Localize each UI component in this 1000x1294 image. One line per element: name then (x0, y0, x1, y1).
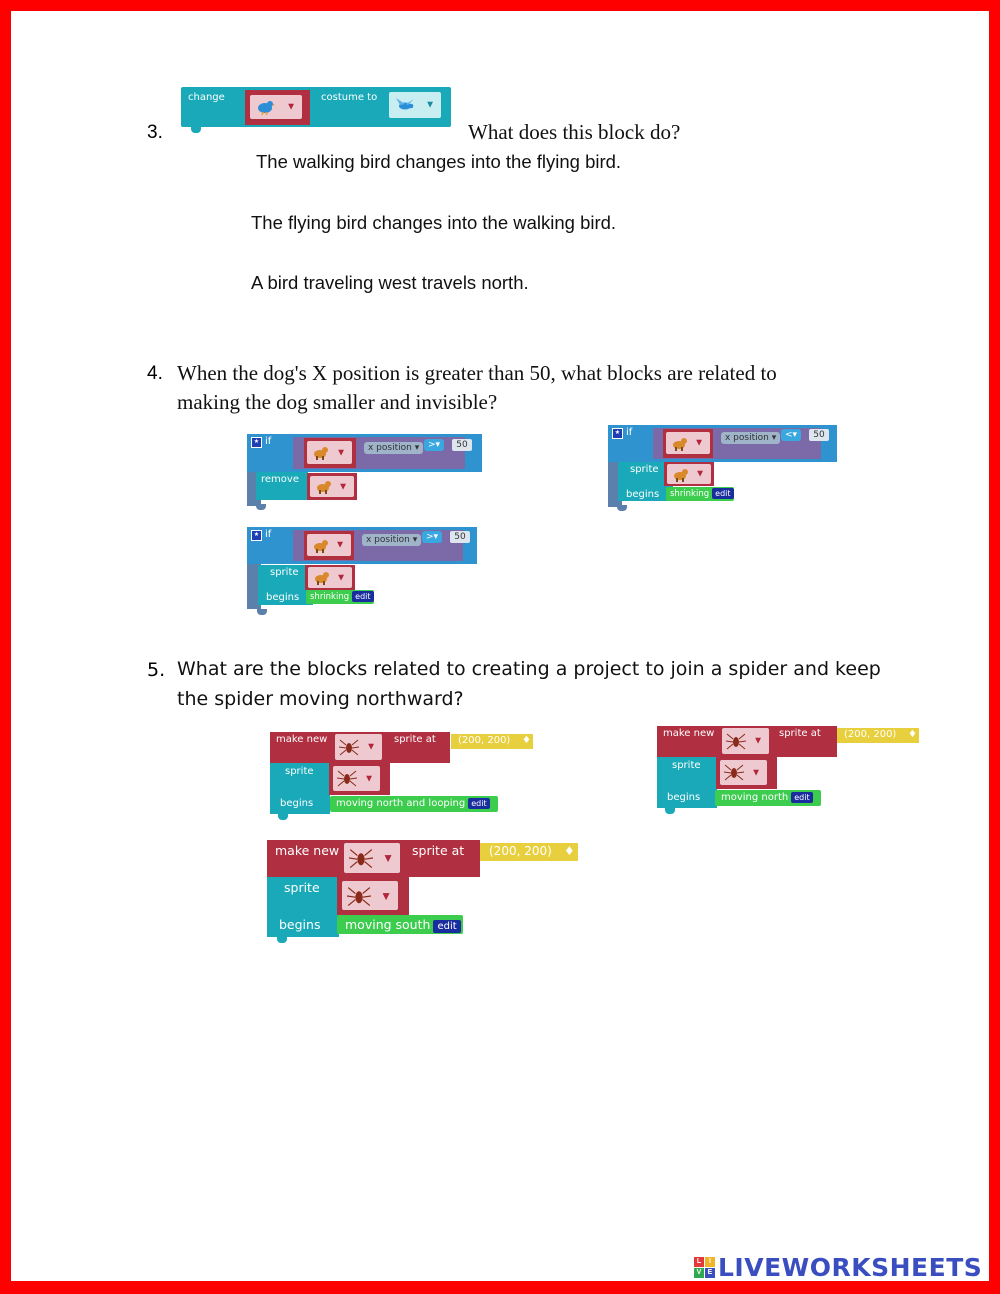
coords-label: (200, 200) (489, 844, 552, 858)
dog-dropdown[interactable]: ▼ (310, 476, 354, 497)
location-block[interactable] (837, 728, 919, 743)
number-input[interactable]: 50 (452, 439, 472, 451)
pin-icon: ♦ (522, 735, 531, 746)
q4-question-line1: When the dog's X position is greater than 50, what blocks are related to (177, 361, 777, 385)
spider-icon (726, 731, 746, 751)
spider-dropdown[interactable]: ▼ (342, 881, 398, 910)
coords-label: (200, 200) (844, 729, 897, 740)
q3-option-2[interactable]: The flying bird changes into the walking bird. (251, 212, 617, 233)
spider-dropdown[interactable]: ▼ (335, 734, 382, 760)
edit-button[interactable]: edit (433, 920, 460, 933)
edit-button[interactable]: edit (712, 488, 733, 499)
q3-option-3[interactable]: A bird traveling west travels north. (251, 272, 529, 293)
walking-bird-icon (255, 99, 275, 115)
behavior-block[interactable] (330, 796, 498, 812)
behavior-label: moving north and looping (336, 798, 466, 809)
number-input[interactable]: 50 (809, 429, 829, 441)
block-notch (277, 937, 287, 943)
spider-slot (337, 877, 409, 915)
q5-question-line1: What are the blocks related to creating a project to join a spider and keep (177, 658, 881, 680)
q4-block-shrinking-less[interactable] (608, 425, 840, 511)
sprite-label: sprite (284, 880, 320, 895)
dog-dropdown[interactable]: ▼ (307, 534, 351, 556)
dog-dropdown[interactable]: ▼ (308, 567, 352, 588)
costume-to-label: costume to (321, 92, 378, 103)
q3-question: What does this block do? (468, 120, 681, 144)
dog-icon (314, 479, 332, 494)
edit-button[interactable]: edit (791, 792, 812, 803)
dog-icon (670, 436, 688, 451)
make-new-label: make new (663, 728, 715, 739)
behavior-label: moving north (721, 792, 789, 803)
dog-slot (664, 462, 714, 486)
behavior-block[interactable] (306, 590, 374, 604)
sprite-label: sprite (672, 760, 701, 771)
begins-label: begins (280, 798, 314, 809)
block-notch (256, 504, 266, 510)
dog-icon (312, 570, 330, 585)
liveworksheets-logo-icon: L I V E (694, 1257, 716, 1279)
if-label: if (265, 529, 272, 540)
dog-dropdown[interactable]: ▼ (667, 464, 711, 484)
dog-slot (663, 429, 713, 458)
dog-icon (311, 538, 329, 553)
edit-button[interactable]: edit (468, 798, 489, 809)
spider-icon (349, 846, 373, 870)
dog-icon (671, 467, 689, 482)
sprite-label: sprite (630, 464, 659, 475)
behavior-label: moving south (345, 917, 431, 932)
operator-dropdown[interactable]: <▾ (781, 429, 801, 441)
block-notch (257, 609, 267, 615)
block-notch (278, 814, 288, 820)
coords-label: (200, 200) (458, 735, 511, 746)
star-icon: ★ (251, 437, 262, 448)
x-position-dropdown[interactable]: x position ▾ (364, 442, 423, 454)
x-position-dropdown[interactable]: x position ▾ (362, 534, 421, 546)
spider-slot (716, 757, 777, 789)
spider-dropdown[interactable]: ▼ (722, 728, 769, 754)
begins-label: begins (667, 792, 701, 803)
make-new-label: make new (276, 734, 328, 745)
dog-icon (311, 445, 329, 460)
dog-slot (304, 531, 354, 560)
if-label: if (265, 436, 272, 447)
dog-dropdown[interactable]: ▼ (666, 432, 710, 454)
dog-slot (304, 438, 356, 468)
liveworksheets-logo[interactable]: LIVEWORKSHEETS (718, 1253, 983, 1282)
block-notch (617, 505, 627, 511)
q4-block-remove[interactable] (247, 434, 483, 508)
spider-icon (347, 884, 371, 908)
spider-icon (724, 762, 744, 782)
q3-number: 3. (147, 122, 163, 143)
q5-block-south[interactable] (267, 840, 582, 942)
sprite-slot (245, 90, 310, 125)
q5-number: 5. (147, 659, 166, 681)
behavior-block[interactable] (337, 915, 463, 934)
spider-icon (339, 737, 359, 757)
star-icon: ★ (251, 530, 262, 541)
flying-bird-icon (394, 97, 416, 113)
q4-question-line2: making the dog smaller and invisible? (177, 390, 498, 414)
star-icon: ★ (612, 428, 623, 439)
behavior-label: shrinking (310, 592, 350, 602)
dog-slot (305, 565, 355, 590)
q5-block-north-looping[interactable] (270, 732, 538, 818)
spider-dropdown[interactable]: ▼ (333, 766, 380, 791)
behavior-block[interactable] (666, 487, 734, 501)
edit-button[interactable]: edit (352, 591, 373, 602)
operator-dropdown[interactable]: >▾ (422, 531, 442, 543)
sprite-at-label: sprite at (412, 843, 465, 858)
block-notch (191, 127, 201, 133)
q5-question-line2: the spider moving northward? (177, 688, 464, 710)
pin-icon: ♦ (908, 729, 917, 740)
behavior-block[interactable] (715, 790, 821, 806)
change-label: change (188, 92, 225, 103)
location-block[interactable] (480, 843, 578, 861)
spider-dropdown[interactable]: ▼ (344, 843, 400, 873)
remove-label: remove (261, 474, 299, 485)
sprite-label: sprite (285, 766, 314, 777)
if-label: if (626, 427, 633, 438)
operator-dropdown[interactable]: >▾ (424, 439, 444, 451)
make-new-label: make new (275, 843, 340, 858)
q4-block-shrinking-greater[interactable] (247, 527, 479, 613)
dog-slot (307, 473, 357, 500)
sprite-label: sprite (270, 567, 299, 578)
q3-option-1[interactable]: The walking bird changes into the flying bird. (256, 151, 622, 172)
spider-slot (329, 763, 390, 795)
sprite-at-label: sprite at (394, 734, 436, 745)
x-position-dropdown[interactable]: x position ▾ (721, 432, 780, 444)
pin-icon: ♦ (564, 844, 575, 858)
behavior-label: shrinking (670, 489, 710, 499)
q4-number: 4. (147, 363, 163, 384)
spider-icon (337, 768, 357, 788)
sprite-dropdown[interactable]: ▼ (250, 95, 302, 119)
begins-label: begins (266, 592, 300, 603)
number-input[interactable]: 50 (450, 531, 470, 543)
begins-label: begins (626, 489, 660, 500)
location-block[interactable] (451, 734, 533, 749)
spider-dropdown[interactable]: ▼ (720, 760, 767, 785)
costume-dropdown[interactable]: ▼ (389, 92, 441, 118)
sprite-at-label: sprite at (779, 728, 821, 739)
begins-label: begins (279, 917, 321, 932)
dog-dropdown[interactable]: ▼ (307, 441, 352, 464)
q5-block-north[interactable] (657, 726, 922, 812)
block-notch (665, 808, 675, 814)
change-costume-block[interactable] (181, 87, 451, 127)
